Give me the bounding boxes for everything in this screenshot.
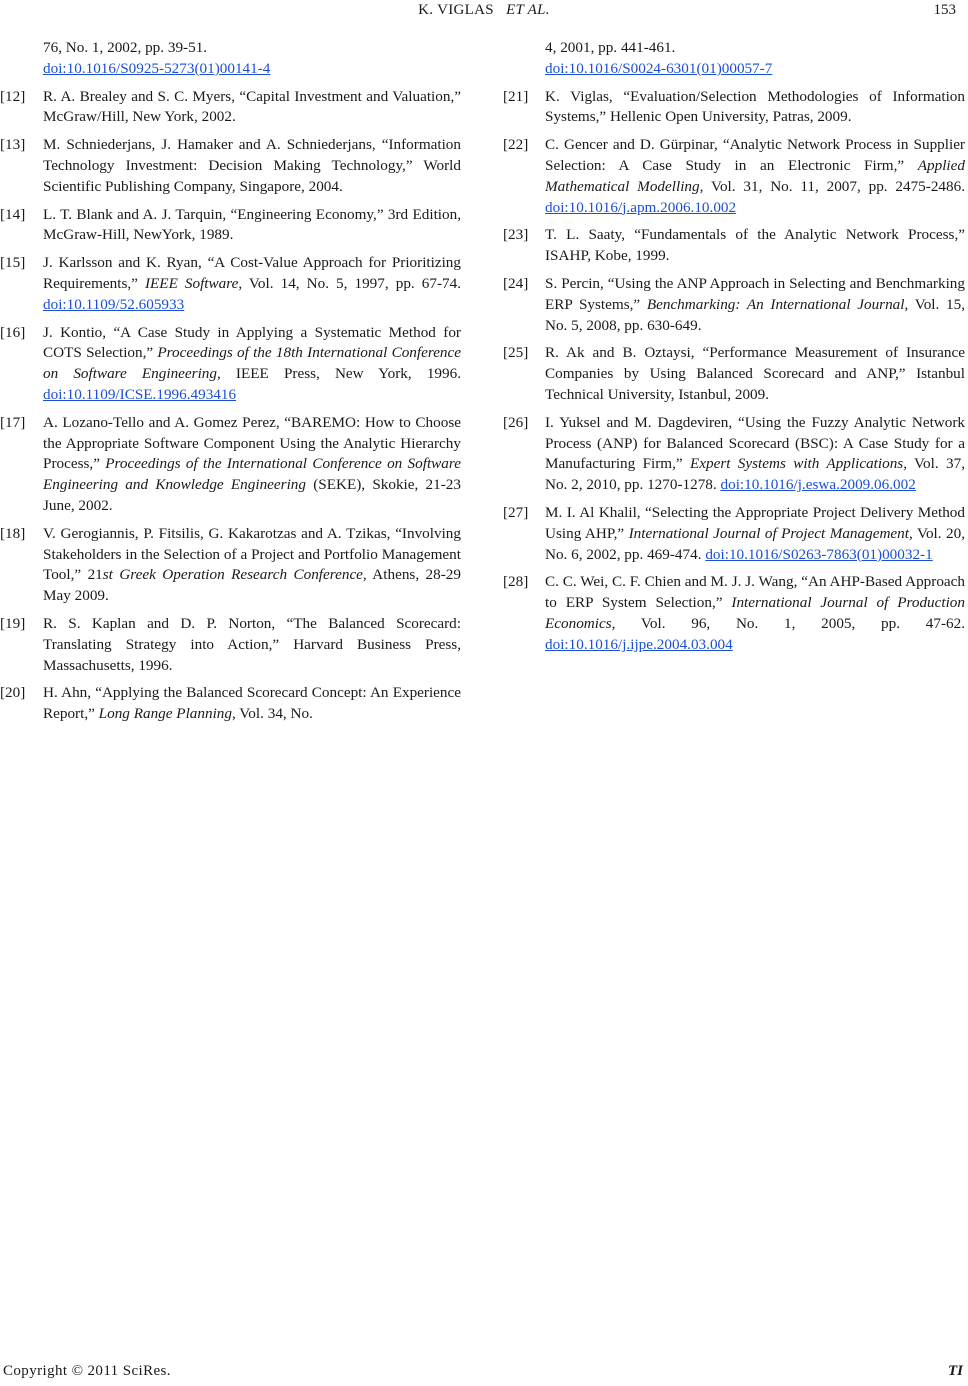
reference-entry bbox=[0, 683, 461, 725]
doi-link[interactable]: doi:10.1109/ICSE.1996.493416 bbox=[43, 385, 237, 403]
copyright-notice: Copyright © 2011 SciRes. bbox=[3, 1363, 171, 1379]
doi-link[interactable]: doi:10.1016/j.ijpe.2004.03.004 bbox=[545, 635, 733, 653]
reference-source: International Journal of Production Economics bbox=[545, 594, 965, 632]
reference-entry bbox=[0, 87, 461, 129]
reference-text bbox=[43, 323, 461, 406]
reference-text bbox=[545, 274, 965, 336]
reference-number: [20] bbox=[0, 684, 26, 702]
reference-text bbox=[43, 253, 461, 315]
reference-entry bbox=[0, 135, 461, 197]
reference-body: K. Viglas, “Evaluation/Selection Methodologies of Information Systems,” Hellenic Open University, Patras, 2009. bbox=[545, 87, 965, 126]
reference-entry bbox=[503, 87, 965, 129]
reference-source: IEEE Software bbox=[144, 274, 239, 292]
reference-number: [22] bbox=[503, 136, 529, 154]
reference-number: [21] bbox=[503, 87, 529, 105]
journal-abbrev: TI bbox=[948, 1363, 963, 1379]
reference-text bbox=[545, 572, 965, 655]
doi-link[interactable]: doi:10.1016/S0024-6301(01)00057-7 bbox=[545, 59, 773, 77]
reference-source: Applied Mathematical Modelling bbox=[545, 156, 965, 195]
reference-source: Proceedings of the 18th International Conference on Software Engineering bbox=[43, 344, 462, 383]
left-column bbox=[0, 38, 462, 725]
reference-authors-title: J. Karlsson and K. Ryan, “A Cost-Value Approach for Prioritizing Requirements,” bbox=[43, 254, 461, 292]
reference-authors-title: S. Percin, “Using the ANP Approach in Selecting and Benchmarking ERP Systems,” bbox=[545, 274, 965, 313]
reference-entry bbox=[0, 413, 461, 517]
reference-text bbox=[43, 413, 461, 517]
reference-number: [27] bbox=[503, 503, 529, 521]
reference-number: [18] bbox=[0, 524, 26, 542]
reference-authors-title: A. Lozano-Tello and A. Gomez Perez, “BAREMO: How to Choose the Appropriate Software Component Using the Analytic Hierarchy Process,” bbox=[43, 413, 461, 473]
reference-source: International Journal of Project Management bbox=[628, 524, 909, 542]
reference-details: , Vol. 96, No. 1, 2005, pp. 47-62. bbox=[611, 614, 965, 632]
reference-body: M. Schniederjans, J. Hamaker and A. Schniederjans, “Information Technology Investment: Decision Making Technology,” World Scientific Publishing Company, Singapore, 2004. bbox=[43, 136, 461, 195]
page-footer bbox=[3, 1363, 963, 1383]
reference-authors-title: H. Ahn, “Applying the Balanced Scorecard Concept: An Experience Report,” bbox=[43, 684, 461, 723]
reference-details: , Vol. 14, No. 5, 1997, pp. 67-74. bbox=[238, 274, 461, 292]
reference-text bbox=[43, 524, 461, 607]
reference-authors-title: J. Kontio, “A Case Study in Applying a Systematic Method for COTS Selection,” bbox=[43, 323, 461, 362]
reference-details: , Vol. 31, No. 11, 2007, pp. 2475-2486. bbox=[699, 177, 966, 195]
reference-number: [26] bbox=[503, 413, 529, 431]
reference-number: [14] bbox=[0, 205, 26, 223]
reference-authors-title: M. I. Al Khalil, “Selecting the Appropriate Project Delivery Method Using AHP,” bbox=[545, 503, 965, 542]
left-continuation bbox=[43, 38, 461, 80]
reference-details: , Athens, 28-29 May 2009. bbox=[43, 566, 461, 605]
reference-source: Benchmarking: An International Journal bbox=[646, 295, 905, 313]
reference-entry bbox=[0, 253, 461, 315]
reference-source: Proceedings of the International Conference on Software Engineering and Knowledge Engineering bbox=[43, 455, 461, 494]
reference-body: T. L. Saaty, “Fundamentals of the Analytic Network Process,” ISAHP, Kobe, 1999. bbox=[545, 226, 965, 265]
authors-prefix: K. VIGLAS bbox=[418, 2, 494, 18]
reference-authors-title: C. C. Wei, C. F. Chien and M. J. J. Wang, “An AHP-Based Approach to ERP System Selection,” bbox=[545, 573, 965, 612]
doi-link[interactable]: doi:10.1016/S0263-7863(01)00032-1 bbox=[705, 545, 933, 563]
reference-entry bbox=[0, 323, 462, 406]
doi-link[interactable]: doi:10.1016/j.apm.2006.10.002 bbox=[545, 198, 737, 216]
reference-entry bbox=[503, 343, 965, 405]
reference-authors-title: V. Gerogiannis, P. Fitsilis, G. Kakarotzas and A. Tzikas, “Involving Stakeholders in the Selection of a Project and Portfolio Management Tool,” 21 bbox=[43, 524, 461, 584]
reference-text bbox=[43, 614, 461, 676]
reference-text bbox=[545, 87, 965, 129]
reference-entry bbox=[503, 274, 965, 336]
reference-source: st Greek Operation Research Conference bbox=[102, 566, 363, 584]
reference-authors-title: C. Gencer and D. Gürpinar, “Analytic Network Process in Supplier Selection: A Case Study in an Electronic Firm,” bbox=[545, 136, 965, 174]
reference-body: R. S. Kaplan and D. P. Norton, “The Balanced Scorecard: Translating Strategy into Action,” Harvard Business Press, Massachusetts, 1996. bbox=[43, 614, 461, 674]
reference-number: [12] bbox=[0, 87, 26, 105]
reference-number: [16] bbox=[0, 323, 26, 341]
continuation-text: 4, 2001, pp. 441-461. bbox=[545, 39, 676, 56]
reference-text bbox=[545, 135, 965, 218]
reference-number: [17] bbox=[0, 413, 26, 431]
reference-body: L. T. Blank and A. J. Tarquin, “Engineering Economy,” 3rd Edition, McGraw-Hill, NewYork, 1989. bbox=[43, 205, 461, 244]
continuation-text: 76, No. 1, 2002, pp. 39-51. bbox=[43, 39, 208, 56]
reference-entry bbox=[503, 572, 965, 655]
reference-number: [25] bbox=[503, 344, 529, 362]
reference-text bbox=[43, 87, 461, 129]
reference-number: [19] bbox=[0, 614, 26, 632]
reference-entry bbox=[503, 135, 965, 218]
reference-source: Expert Systems with Applications bbox=[689, 455, 904, 473]
right-continuation bbox=[545, 38, 965, 80]
reference-entry bbox=[503, 225, 965, 267]
page-number: 153 bbox=[933, 2, 956, 18]
reference-text bbox=[545, 343, 965, 405]
reference-number: [24] bbox=[503, 274, 529, 292]
authors-etal: ET AL. bbox=[506, 2, 550, 18]
reference-entry bbox=[0, 614, 461, 676]
reference-body: R. Ak and B. Oztaysi, “Performance Measurement of Insurance Companies by Using Balanced Scorecard and ANP,” Istanbul Technical University, Istanbul, 2009. bbox=[545, 344, 965, 403]
reference-details: , Vol. 15, No. 5, 2008, pp. 630-649. bbox=[545, 295, 965, 334]
reference-details: , IEEE Press, New York, 1996. bbox=[216, 365, 461, 383]
reference-number: [15] bbox=[0, 254, 26, 272]
reference-details: (SEKE), Skokie, 21-23 June, 2002. bbox=[43, 476, 461, 514]
reference-text bbox=[43, 205, 461, 247]
reference-details: , Vol. 20, No. 6, 2002, pp. 469-474. bbox=[545, 524, 965, 563]
reference-text bbox=[545, 225, 965, 267]
reference-entry bbox=[0, 205, 461, 247]
reference-entry bbox=[0, 524, 461, 607]
right-column bbox=[503, 38, 965, 656]
reference-number: [28] bbox=[503, 573, 529, 591]
running-header bbox=[0, 2, 968, 24]
reference-number: [13] bbox=[0, 136, 26, 154]
doi-link[interactable]: doi:10.1016/S0925-5273(01)00141-4 bbox=[43, 59, 271, 77]
reference-text bbox=[545, 413, 965, 496]
reference-text bbox=[545, 503, 965, 565]
reference-source: Long Range Planning bbox=[98, 705, 232, 723]
right-reference-list bbox=[503, 87, 965, 656]
left-reference-list bbox=[0, 87, 462, 725]
reference-text bbox=[43, 135, 461, 197]
reference-entry bbox=[503, 503, 965, 565]
reference-details: , Vol. 34, No. bbox=[231, 705, 313, 723]
reference-entry bbox=[503, 413, 965, 496]
reference-number: [23] bbox=[503, 226, 529, 244]
reference-body: R. A. Brealey and S. C. Myers, “Capital Investment and Valuation,” McGraw/Hill, New York, 2002. bbox=[43, 87, 461, 126]
doi-link[interactable]: doi:10.1109/52.605933 bbox=[43, 295, 185, 313]
reference-text bbox=[43, 683, 461, 725]
reference-details: , Vol. 37, No. 2, 2010, pp. 1270-1278. bbox=[545, 455, 965, 494]
reference-authors-title: I. Yuksel and M. Dagdeviren, “Using the Fuzzy Analytic Network Process (ANP) for Balanced Scorecard (BSC): A Case Study for a Manufacturing Firm,” bbox=[545, 413, 965, 473]
doi-link[interactable]: doi:10.1016/j.eswa.2009.06.002 bbox=[720, 476, 916, 494]
running-header-authors bbox=[0, 2, 968, 19]
